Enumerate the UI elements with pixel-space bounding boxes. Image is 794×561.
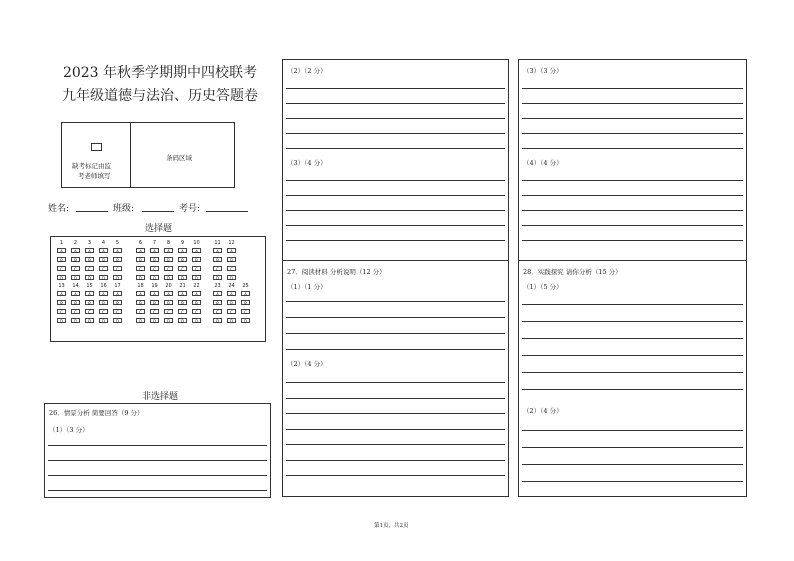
choice-bubble-24-D[interactable]: D — [227, 318, 236, 323]
q26-p1-answer-line[interactable] — [48, 475, 267, 476]
choice-bubble-9-D[interactable]: D — [178, 275, 187, 280]
q27-title: 27．阅读材料 分析说明（12 分） — [287, 268, 386, 276]
q26-part3-label: （3）（3 分） — [523, 67, 563, 75]
choice-bubble-21-A[interactable]: A — [178, 291, 187, 296]
col3-p3-answer-line[interactable] — [522, 103, 743, 104]
choice-bubble-1-B[interactable]: B — [57, 257, 66, 262]
choice-bubble-20-D[interactable]: D — [164, 318, 173, 323]
q28-separator — [519, 260, 746, 261]
col2-p2-answer-line[interactable] — [286, 148, 505, 149]
choice-bubble-17-C[interactable]: C — [113, 309, 122, 314]
id-field[interactable] — [206, 211, 248, 212]
choice-bubble-24-C[interactable]: C — [227, 309, 236, 314]
q26-answer-box — [44, 403, 271, 498]
q28-title: 28．实践探究 请你分析（15 分） — [523, 268, 622, 276]
q28-p2-answer-line[interactable] — [522, 464, 743, 465]
choice-bubble-3-D[interactable]: D — [85, 275, 94, 280]
choice-bubble-9-C[interactable]: C — [178, 266, 187, 271]
choice-bubble-3-B[interactable]: B — [85, 257, 94, 262]
q28-p1-answer-line[interactable] — [522, 304, 743, 305]
col3-p4-answer-line[interactable] — [522, 180, 743, 181]
choice-bubble-23-B[interactable]: B — [213, 300, 222, 305]
choice-bubble-4-C[interactable]: C — [99, 266, 108, 271]
choice-bubble-8-A[interactable]: A — [164, 248, 173, 253]
choice-bubble-14-D[interactable]: D — [71, 318, 80, 323]
choice-bubble-22-D[interactable]: D — [192, 318, 201, 323]
choice-bubble-16-B[interactable]: B — [99, 300, 108, 305]
choice-bubble-21-D[interactable]: D — [178, 318, 187, 323]
choice-bubble-7-B[interactable]: B — [150, 257, 159, 262]
q27-part2-label: （2）（4 分） — [287, 360, 327, 368]
choice-number-4: 4 — [101, 240, 106, 246]
choice-bubble-11-D[interactable]: D — [213, 275, 222, 280]
choice-bubble-11-C[interactable]: C — [213, 266, 222, 271]
choice-bubble-4-A[interactable]: A — [99, 248, 108, 253]
choice-bubble-5-D[interactable]: D — [113, 275, 122, 280]
choice-number-19: 19 — [151, 283, 158, 289]
choice-bubble-20-B[interactable]: B — [164, 300, 173, 305]
col2-p3-answer-line[interactable] — [286, 240, 505, 241]
choice-number-25: 25 — [242, 283, 249, 289]
choice-bubble-13-B[interactable]: B — [57, 300, 66, 305]
q25-part2-label: （2）（2 分） — [287, 67, 327, 75]
class-field[interactable] — [142, 211, 174, 212]
choice-bubble-12-C[interactable]: C — [227, 266, 236, 271]
choice-number-9: 9 — [180, 240, 185, 246]
choice-bubble-15-B[interactable]: B — [85, 300, 94, 305]
q28-p1-answer-line[interactable] — [522, 389, 743, 390]
q27-part1-label: （1）（1 分） — [287, 283, 327, 291]
q28-part1-label: （1）（5 分） — [523, 283, 563, 291]
q28-p1-answer-line[interactable] — [522, 321, 743, 322]
choice-bubble-7-C[interactable]: C — [150, 266, 159, 271]
q27-p2-answer-line[interactable] — [286, 398, 505, 399]
absent-label-line2: 考老师填写 — [78, 172, 111, 180]
choice-bubble-22-B[interactable]: B — [192, 300, 201, 305]
col3-p3-answer-line[interactable] — [522, 118, 743, 119]
absent-label-line1: 缺考标记由监 — [72, 162, 111, 170]
choice-bubble-21-B[interactable]: B — [178, 300, 187, 305]
choice-bubble-14-C[interactable]: C — [71, 309, 80, 314]
choice-number-8: 8 — [166, 240, 171, 246]
col2-p3-answer-line[interactable] — [286, 210, 505, 211]
column3-answer-box — [518, 59, 747, 497]
choice-number-22: 22 — [193, 283, 200, 289]
choice-bubble-7-A[interactable]: A — [150, 248, 159, 253]
choice-number-15: 15 — [86, 283, 93, 289]
choice-number-7: 7 — [152, 240, 157, 246]
choice-bubble-19-A[interactable]: A — [150, 291, 159, 296]
choice-bubble-12-D[interactable]: D — [227, 275, 236, 280]
choice-number-12: 12 — [228, 240, 235, 246]
exam-title-line1: 2023 年秋季学期期中四校联考 — [62, 65, 258, 81]
choice-bubble-15-D[interactable]: D — [85, 318, 94, 323]
col3-p3-answer-line[interactable] — [522, 148, 743, 149]
choice-bubble-8-D[interactable]: D — [164, 275, 173, 280]
choice-bubble-25-D[interactable]: D — [241, 318, 250, 323]
choice-bubble-2-C[interactable]: C — [71, 266, 80, 271]
col3-p4-answer-line[interactable] — [522, 225, 743, 226]
col3-p3-answer-line[interactable] — [522, 133, 743, 134]
choice-bubble-16-C[interactable]: C — [99, 309, 108, 314]
q27-p2-answer-line[interactable] — [286, 444, 505, 445]
choice-answer-grid — [50, 236, 266, 342]
choice-bubble-10-C[interactable]: C — [192, 266, 201, 271]
choice-number-17: 17 — [114, 283, 121, 289]
q26-part1-label: （1）（3 分） — [49, 426, 89, 434]
choice-number-5: 5 — [115, 240, 120, 246]
choice-bubble-1-C[interactable]: C — [57, 266, 66, 271]
choice-bubble-3-C[interactable]: C — [85, 266, 94, 271]
choice-bubble-21-C[interactable]: C — [178, 309, 187, 314]
q27-p1-answer-line[interactable] — [286, 317, 505, 318]
col2-p2-answer-line[interactable] — [286, 133, 505, 134]
choice-bubble-24-A[interactable]: A — [227, 291, 236, 296]
q26-p1-answer-line[interactable] — [48, 490, 267, 491]
choice-bubble-14-B[interactable]: B — [71, 300, 80, 305]
choice-section-title: 选择题 — [145, 224, 173, 234]
choice-bubble-5-B[interactable]: B — [113, 257, 122, 262]
choice-bubble-6-B[interactable]: B — [136, 257, 145, 262]
q27-p2-answer-line[interactable] — [286, 382, 505, 383]
choice-bubble-12-B[interactable]: B — [227, 257, 236, 262]
choice-bubble-1-A[interactable]: A — [57, 248, 66, 253]
q28-p1-answer-line[interactable] — [522, 338, 743, 339]
choice-bubble-13-A[interactable]: A — [57, 291, 66, 296]
q28-p1-answer-line[interactable] — [522, 355, 743, 356]
q26-p1-answer-line[interactable] — [48, 460, 267, 461]
choice-number-16: 16 — [100, 283, 107, 289]
choice-bubble-7-D[interactable]: D — [150, 275, 159, 280]
choice-bubble-19-D[interactable]: D — [150, 318, 159, 323]
choice-bubble-23-A[interactable]: A — [213, 291, 222, 296]
choice-bubble-23-D[interactable]: D — [213, 318, 222, 323]
choice-bubble-5-C[interactable]: C — [113, 266, 122, 271]
choice-bubble-16-A[interactable]: A — [99, 291, 108, 296]
nonchoice-section-title: 非选择题 — [142, 392, 179, 402]
choice-bubble-14-A[interactable]: A — [71, 291, 80, 296]
choice-bubble-15-C[interactable]: C — [85, 309, 94, 314]
choice-bubble-24-B[interactable]: B — [227, 300, 236, 305]
q27-p2-answer-line[interactable] — [286, 413, 505, 414]
choice-bubble-18-C[interactable]: C — [136, 309, 145, 314]
choice-bubble-6-C[interactable]: C — [136, 266, 145, 271]
absent-mark-checkbox[interactable] — [91, 143, 102, 151]
choice-bubble-22-A[interactable]: A — [192, 291, 201, 296]
col2-p3-answer-line[interactable] — [286, 225, 505, 226]
choice-number-18: 18 — [137, 283, 144, 289]
q27-separator — [283, 260, 508, 261]
choice-bubble-20-C[interactable]: C — [164, 309, 173, 314]
choice-bubble-16-D[interactable]: D — [99, 318, 108, 323]
choice-bubble-2-B[interactable]: B — [71, 257, 80, 262]
box-divider — [130, 123, 131, 187]
choice-bubble-8-C[interactable]: C — [164, 266, 173, 271]
col2-p2-answer-line[interactable] — [286, 103, 505, 104]
choice-number-3: 3 — [87, 240, 92, 246]
q26-part4-label: （4）（4 分） — [523, 159, 563, 167]
q27-p2-answer-line[interactable] — [286, 429, 505, 430]
choice-number-1: 1 — [59, 240, 64, 246]
q26-p1-answer-line[interactable] — [48, 445, 267, 446]
choice-bubble-11-A[interactable]: A — [213, 248, 222, 253]
choice-bubble-18-D[interactable]: D — [136, 318, 145, 323]
choice-bubble-12-A[interactable]: A — [227, 248, 236, 253]
id-label: 考号: — [179, 204, 201, 214]
choice-bubble-17-D[interactable]: D — [113, 318, 122, 323]
choice-bubble-17-B[interactable]: B — [113, 300, 122, 305]
choice-number-14: 14 — [72, 283, 79, 289]
choice-number-13: 13 — [58, 283, 65, 289]
choice-bubble-15-A[interactable]: A — [85, 291, 94, 296]
choice-number-2: 2 — [73, 240, 78, 246]
col2-p2-answer-line[interactable] — [286, 88, 505, 89]
barcode-area: 条码区域 — [166, 154, 192, 162]
choice-bubble-18-B[interactable]: B — [136, 300, 145, 305]
choice-bubble-13-C[interactable]: C — [57, 309, 66, 314]
choice-bubble-4-D[interactable]: D — [99, 275, 108, 280]
choice-bubble-2-A[interactable]: A — [71, 248, 80, 253]
col3-p3-answer-line[interactable] — [522, 88, 743, 89]
choice-bubble-11-B[interactable]: B — [213, 257, 222, 262]
q27-p1-answer-line[interactable] — [286, 301, 505, 302]
q27-p2-answer-line[interactable] — [286, 460, 505, 461]
col2-p3-answer-line[interactable] — [286, 180, 505, 181]
choice-bubble-18-A[interactable]: A — [136, 291, 145, 296]
choice-bubble-22-C[interactable]: C — [192, 309, 201, 314]
choice-bubble-6-D[interactable]: D — [136, 275, 145, 280]
choice-bubble-10-D[interactable]: D — [192, 275, 201, 280]
q27-p1-answer-line[interactable] — [286, 333, 505, 334]
choice-number-11: 11 — [214, 240, 221, 246]
col3-p4-answer-line[interactable] — [522, 240, 743, 241]
choice-bubble-19-C[interactable]: C — [150, 309, 159, 314]
q26-title: 26．情景分析 简要回答（9 分） — [49, 409, 144, 417]
page-footer: 第1页，共2页 — [374, 523, 409, 529]
q25-part3-label: （3）（4 分） — [287, 159, 327, 167]
choice-bubble-3-A[interactable]: A — [85, 248, 94, 253]
q28-part2-label: （2）（4 分） — [523, 407, 563, 415]
name-label: 姓名: — [48, 204, 70, 214]
absent-barcode-box — [61, 122, 235, 188]
choice-bubble-6-A[interactable]: A — [136, 248, 145, 253]
q28-p2-answer-line[interactable] — [522, 481, 743, 482]
exam-title-line2: 九年级道德与法治、历史答题卷 — [62, 88, 258, 104]
q27-p1-answer-line[interactable] — [286, 349, 505, 350]
choice-bubble-17-A[interactable]: A — [113, 291, 122, 296]
choice-bubble-25-A[interactable]: A — [241, 291, 250, 296]
choice-bubble-8-B[interactable]: B — [164, 257, 173, 262]
choice-bubble-13-D[interactable]: D — [57, 318, 66, 323]
q28-p1-answer-line[interactable] — [522, 372, 743, 373]
choice-bubble-9-A[interactable]: A — [178, 248, 187, 253]
col3-p4-answer-line[interactable] — [522, 195, 743, 196]
col3-p4-answer-line[interactable] — [522, 210, 743, 211]
choice-bubble-25-C[interactable]: C — [241, 309, 250, 314]
choice-bubble-10-A[interactable]: A — [192, 248, 201, 253]
choice-bubble-9-B[interactable]: B — [178, 257, 187, 262]
choice-bubble-20-A[interactable]: A — [164, 291, 173, 296]
choice-number-21: 21 — [179, 283, 186, 289]
choice-number-10: 10 — [193, 240, 200, 246]
q28-p2-answer-line[interactable] — [522, 430, 743, 431]
name-field[interactable] — [76, 211, 108, 212]
q27-p2-answer-line[interactable] — [286, 475, 505, 476]
choice-bubble-23-C[interactable]: C — [213, 309, 222, 314]
q28-p2-answer-line[interactable] — [522, 447, 743, 448]
choice-bubble-2-D[interactable]: D — [71, 275, 80, 280]
choice-number-23: 23 — [214, 283, 221, 289]
choice-bubble-1-D[interactable]: D — [57, 275, 66, 280]
choice-number-20: 20 — [165, 283, 172, 289]
choice-number-24: 24 — [228, 283, 235, 289]
col2-p3-answer-line[interactable] — [286, 195, 505, 196]
class-label: 班级: — [113, 204, 135, 214]
choice-bubble-5-A[interactable]: A — [113, 248, 122, 253]
choice-bubble-25-B[interactable]: B — [241, 300, 250, 305]
col2-p2-answer-line[interactable] — [286, 118, 505, 119]
choice-number-6: 6 — [138, 240, 143, 246]
choice-bubble-10-B[interactable]: B — [192, 257, 201, 262]
choice-bubble-4-B[interactable]: B — [99, 257, 108, 262]
choice-bubble-19-B[interactable]: B — [150, 300, 159, 305]
column2-answer-box — [282, 59, 509, 497]
